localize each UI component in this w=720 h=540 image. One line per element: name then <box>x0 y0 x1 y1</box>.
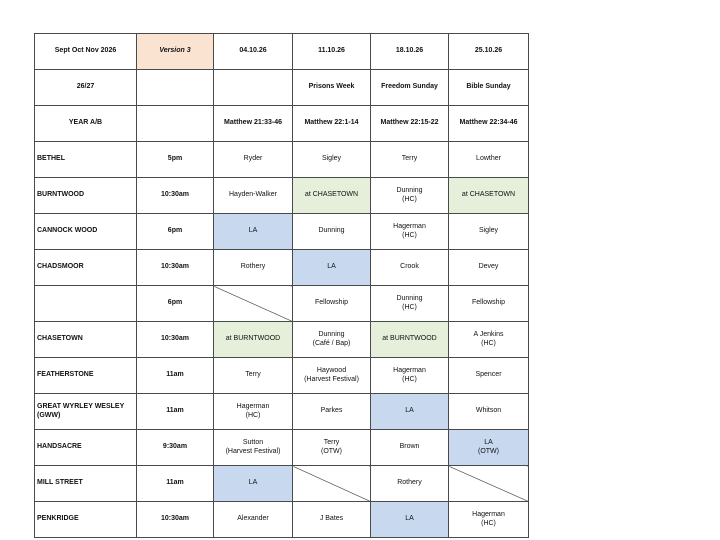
church-name: FEATHERSTONE <box>35 358 137 394</box>
church-row <box>35 178 529 214</box>
preacher-cell: Ryder <box>214 142 293 178</box>
preacher-cell: Crook <box>371 250 449 286</box>
special-sundays-row <box>35 70 529 106</box>
church-name <box>35 286 137 322</box>
church-name: CHADSMOOR <box>35 250 137 286</box>
reading: Matthew 22:15-22 <box>371 106 449 142</box>
preacher-cell: Hagerman (HC) <box>214 394 293 430</box>
church-name: CHASETOWN <box>35 322 137 358</box>
preacher-cell: at BURNTWOOD <box>214 322 293 358</box>
special-sunday <box>214 70 293 106</box>
service-time: 6pm <box>137 214 214 250</box>
preacher-cell: Brown <box>371 430 449 466</box>
reading: Matthew 22:34-46 <box>449 106 529 142</box>
service-time: 5pm <box>137 142 214 178</box>
church-row <box>35 214 529 250</box>
church-row <box>35 142 529 178</box>
preacher-cell: LA <box>371 502 449 538</box>
church-row <box>35 250 529 286</box>
service-time: 10:30am <box>137 178 214 214</box>
service-time: 10:30am <box>137 502 214 538</box>
service-time: 10:30am <box>137 250 214 286</box>
preacher-cell: Sutton (Harvest Festival) <box>214 430 293 466</box>
preacher-cell: Alexander <box>214 502 293 538</box>
church-row <box>35 502 529 538</box>
date-header: 11.10.26 <box>293 34 371 70</box>
church-name: PENKRIDGE <box>35 502 137 538</box>
preacher-cell: Hagerman (HC) <box>371 214 449 250</box>
year-label: 26/27 <box>35 70 137 106</box>
preacher-cell: LA <box>214 214 293 250</box>
preacher-cell: Dunning (HC) <box>371 178 449 214</box>
church-row <box>35 286 529 322</box>
service-time: 6pm <box>137 286 214 322</box>
church-name: HANDSACRE <box>35 430 137 466</box>
preacher-cell: Dunning <box>293 214 371 250</box>
lectionary-label: YEAR A/B <box>35 106 137 142</box>
special-sunday: Prisons Week <box>293 70 371 106</box>
preacher-cell: Terry <box>214 358 293 394</box>
preacher-cell: LA (OTW) <box>449 430 529 466</box>
preacher-cell: at CHASETOWN <box>293 178 371 214</box>
date-header: 04.10.26 <box>214 34 293 70</box>
church-name: BURNTWOOD <box>35 178 137 214</box>
preacher-cell: Rothery <box>371 466 449 502</box>
church-row <box>35 430 529 466</box>
empty-cell <box>137 106 214 142</box>
preacher-cell: Hayden-Walker <box>214 178 293 214</box>
service-time: 11am <box>137 394 214 430</box>
preacher-cell: Dunning (HC) <box>371 286 449 322</box>
preacher-cell: Rothery <box>214 250 293 286</box>
preacher-cell: Fellowship <box>293 286 371 322</box>
preacher-cell: LA <box>214 466 293 502</box>
preacher-cell: Terry <box>371 142 449 178</box>
preacher-cell: A Jenkins (HC) <box>449 322 529 358</box>
date-header: 25.10.26 <box>449 34 529 70</box>
preacher-cell: Sigley <box>293 142 371 178</box>
service-time: 9:30am <box>137 430 214 466</box>
preacher-cell: Lowther <box>449 142 529 178</box>
preacher-cell: Devey <box>449 250 529 286</box>
preacher-cell: Dunning (Café / Bap) <box>293 322 371 358</box>
special-sunday: Freedom Sunday <box>371 70 449 106</box>
preacher-cell: LA <box>371 394 449 430</box>
preacher-cell: Whitson <box>449 394 529 430</box>
no-service-cell <box>214 286 293 322</box>
church-row <box>35 394 529 430</box>
preacher-cell: Hagerman (HC) <box>371 358 449 394</box>
church-name: CANNOCK WOOD <box>35 214 137 250</box>
header-row <box>35 34 529 70</box>
special-sunday: Bible Sunday <box>449 70 529 106</box>
preacher-cell: J Bates <box>293 502 371 538</box>
reading: Matthew 21:33-46 <box>214 106 293 142</box>
church-row <box>35 358 529 394</box>
church-name: BETHEL <box>35 142 137 178</box>
church-name: MILL STREET <box>35 466 137 502</box>
reading: Matthew 22:1-14 <box>293 106 371 142</box>
preacher-cell: Fellowship <box>449 286 529 322</box>
lectionary-row <box>35 106 529 142</box>
version-label: Version 3 <box>137 34 214 70</box>
service-time: 10:30am <box>137 322 214 358</box>
preacher-cell: Spencer <box>449 358 529 394</box>
preacher-cell: at CHASETOWN <box>449 178 529 214</box>
empty-cell <box>137 70 214 106</box>
preacher-cell: Parkes <box>293 394 371 430</box>
no-service-cell <box>449 466 529 502</box>
church-name: GREAT WYRLEY WESLEY (GWW) <box>35 394 137 430</box>
church-row <box>35 466 529 502</box>
preacher-cell: Haywood (Harvest Festival) <box>293 358 371 394</box>
preaching-plan-table <box>34 33 529 538</box>
plan-title: Sept Oct Nov 2026 <box>35 34 137 70</box>
service-time: 11am <box>137 466 214 502</box>
preacher-cell: Hagerman (HC) <box>449 502 529 538</box>
preacher-cell: at BURNTWOOD <box>371 322 449 358</box>
church-row <box>35 322 529 358</box>
date-header: 18.10.26 <box>371 34 449 70</box>
preacher-cell: Terry (OTW) <box>293 430 371 466</box>
service-time: 11am <box>137 358 214 394</box>
no-service-cell <box>293 466 371 502</box>
preacher-cell: Sigley <box>449 214 529 250</box>
preacher-cell: LA <box>293 250 371 286</box>
